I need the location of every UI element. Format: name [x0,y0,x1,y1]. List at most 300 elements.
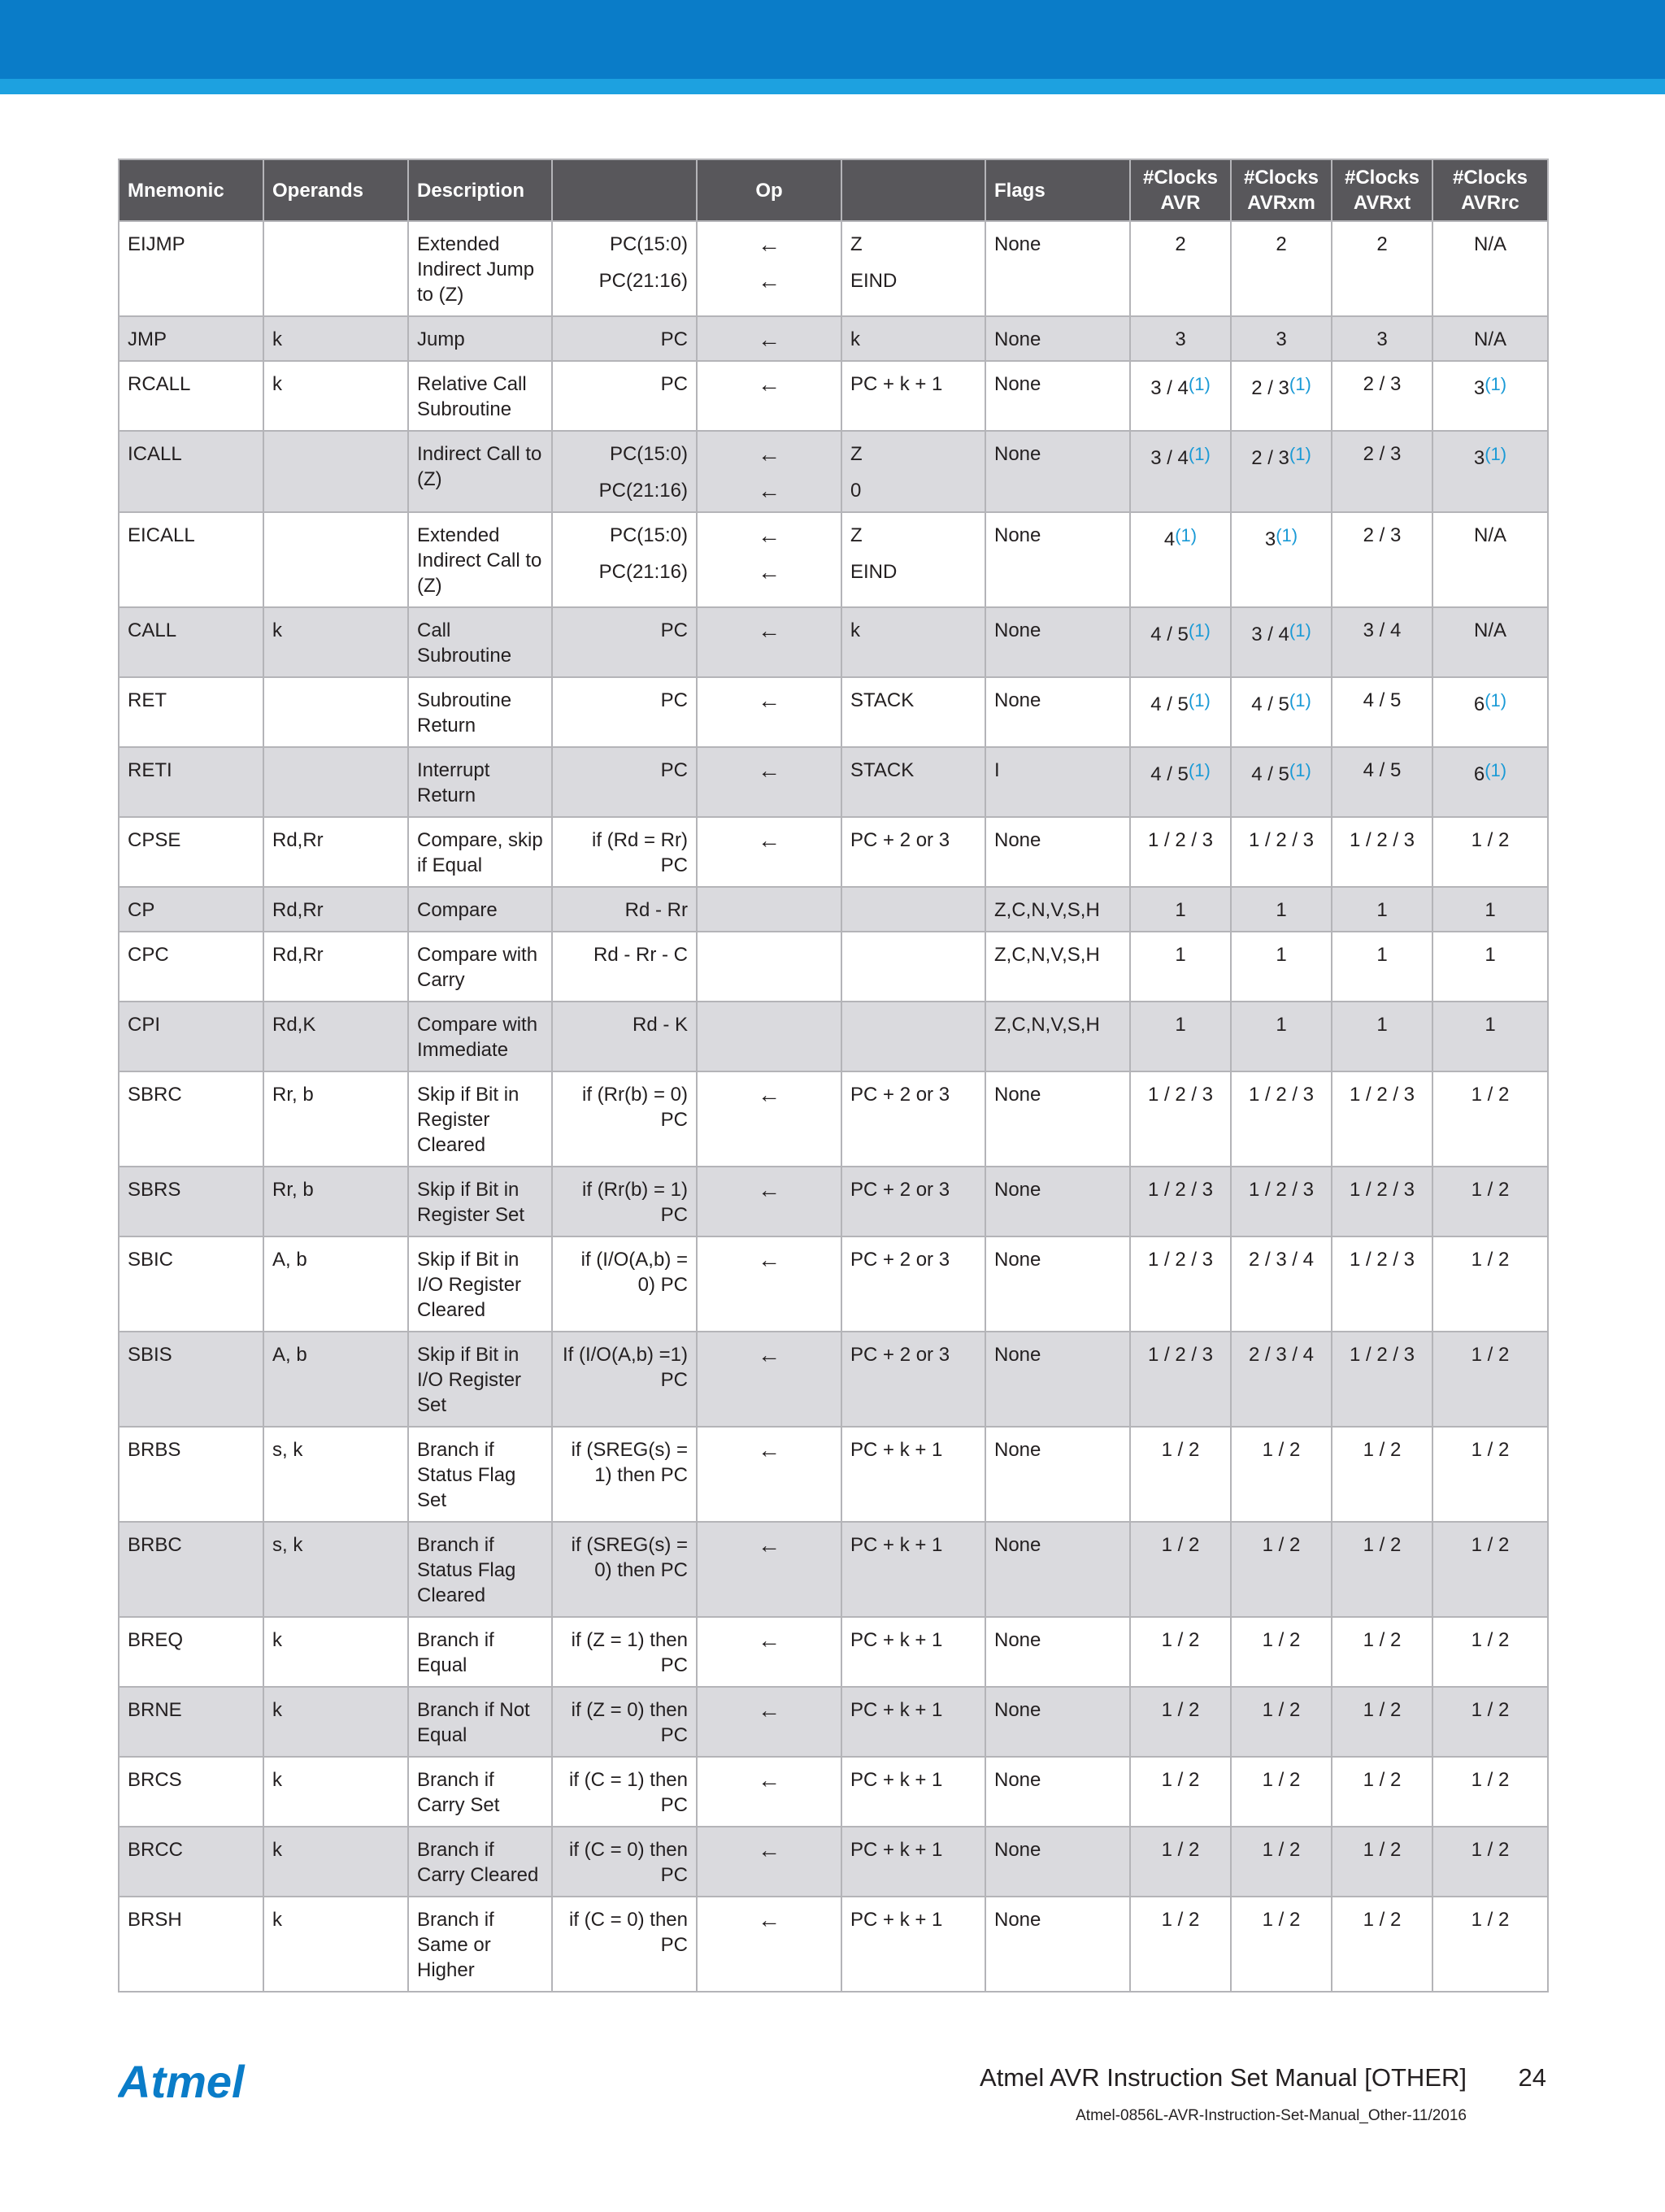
clocks-value: 1 / 2 [1262,1699,1301,1721]
footnote-ref: (1) [1289,620,1311,641]
op-dest-cell [552,887,697,932]
clocks-value: 4 / 5 [1150,624,1189,645]
clocks-cell-avrxm [1231,1071,1332,1167]
clocks-cell-avr [1130,1687,1231,1757]
op-dest-cell [552,361,697,431]
clocks-cell-avrxt [1332,221,1432,316]
clocks-value: 1 / 2 [1262,1839,1301,1861]
footnote-ref: (1) [1188,374,1211,394]
description-cell: Branch if Not Equal [408,1687,552,1757]
table-row [119,431,1548,512]
description-cell: Skip if Bit in I/O Register Cleared [408,1236,552,1332]
assign-arrow-icon: ← [758,1342,780,1367]
operands-cell [263,431,408,512]
operands-cell: Rr, b [263,1071,408,1167]
clocks-value: 1 / 2 [1363,1699,1402,1721]
clocks-value: 2 [1175,233,1186,255]
logo-wordmark: Atmel [118,2057,245,2107]
clocks-cell-avr [1130,1332,1231,1427]
clocks-cell-avrrc [1432,1002,1548,1071]
clocks-cell-avrrc [1432,1427,1548,1522]
clocks-cell-avr [1130,1617,1231,1687]
clocks-value: 3 / 4 [1363,619,1402,641]
operands-cell: A, b [263,1332,408,1427]
assign-arrow-icon: ← [758,523,780,548]
table-row [119,817,1548,887]
op-dest-cell [552,1827,697,1897]
mnemonic-cell: BRNE [119,1687,263,1757]
op-dest-cell [552,1427,697,1522]
op-arrow-cell [697,1897,841,1992]
op-src-cell [841,1757,985,1827]
clocks-cell-avrxt [1332,887,1432,932]
clocks-cell-avr [1130,1002,1231,1071]
clocks-cell-avr [1130,316,1231,361]
table-row [119,607,1548,677]
clocks-cell-avrxt [1332,607,1432,677]
op-dest-cell [552,932,697,1002]
clocks-cell-avrxt [1332,1427,1432,1522]
clocks-value: 4 / 5 [1363,689,1402,711]
op-arrow-cell [697,1827,841,1897]
table-row [119,316,1548,361]
op-dest-text: if (C = 0) then PC [568,1909,688,1956]
op-dest-cell [552,817,697,887]
clocks-cell-avrxt [1332,1827,1432,1897]
op-dest-text: PC(15:0) [609,443,688,465]
mnemonic-cell: ICALL [119,431,263,512]
clocks-value: 1 / 2 [1161,1909,1200,1931]
clocks-cell-avrxm [1231,1167,1332,1236]
op-dest-text: if (SREG(s) = 0) then PC [571,1534,688,1581]
clocks-value: 2 [1376,233,1388,255]
assign-arrow-icon: ← [758,1627,780,1653]
clocks-cell-avrxm [1231,431,1332,512]
clocks-cell-avrxm [1231,1427,1332,1522]
description-cell: Extended Indirect Call to (Z) [408,512,552,607]
op-arrow-cell [697,747,841,817]
op-arrow-cell [697,1617,841,1687]
table-row [119,221,1548,316]
flags-cell: None [985,431,1130,512]
footnote-ref: (1) [1289,374,1311,394]
description-cell: Branch if Same or Higher [408,1897,552,1992]
mnemonic-cell: BRCS [119,1757,263,1827]
op-src-text: PC + 2 or 3 [850,1179,950,1201]
mnemonic-cell: RCALL [119,361,263,431]
op-src-cell [841,887,985,932]
op-dest-cell [552,431,697,512]
operands-cell [263,221,408,316]
mnemonic-cell: CALL [119,607,263,677]
flags-cell: None [985,361,1130,431]
mnemonic-cell: SBIC [119,1236,263,1332]
clocks-value: 1 / 2 [1161,1839,1200,1861]
clocks-cell-avrxt [1332,932,1432,1002]
clocks-cell-avrrc [1432,677,1548,747]
clocks-cell-avrxt [1332,1897,1432,1992]
clocks-cell-avr [1130,932,1231,1002]
clocks-value: 1 [1376,1014,1388,1036]
clocks-cell-avrrc [1432,747,1548,817]
header-op: Op [697,159,841,221]
description-cell: Interrupt Return [408,747,552,817]
op-dest-cell [552,1897,697,1992]
op-arrow-cell [697,607,841,677]
description-cell: Branch if Equal [408,1617,552,1687]
op-arrow-cell [697,1236,841,1332]
table-row [119,1002,1548,1071]
clocks-cell-avrxt [1332,1071,1432,1167]
op-dest-cell [552,607,697,677]
op-src-text: k [850,619,860,641]
clocks-value: 1 / 2 / 3 [1248,1179,1315,1201]
page-number: 24 [1518,2063,1546,2092]
clocks-cell-avrrc [1432,316,1548,361]
op-dest-text: Rd - K [632,1014,688,1036]
table-row [119,1071,1548,1167]
table-row [119,1757,1548,1827]
header-clocks-avrrc: #Clocks AVRrc [1432,159,1548,221]
op-dest-text: if (C = 1) then PC [568,1769,688,1816]
assign-arrow-icon: ← [758,1247,780,1272]
clocks-value: 1 / 2 [1363,1839,1402,1861]
assign-arrow-icon: ← [758,1697,780,1723]
op-src-text: PC + k + 1 [850,1629,943,1651]
mnemonic-cell: CPSE [119,817,263,887]
table-row [119,1236,1548,1332]
op-src-text: k [850,328,860,350]
flags-cell: Z,C,N,V,S,H [985,1002,1130,1071]
op-dest-text: if (Z = 0) then PC [571,1699,688,1746]
clocks-cell-avrxt [1332,677,1432,747]
table-row [119,747,1548,817]
op-dest-text: Rd - Rr - C [593,944,688,966]
op-src-text: Z [850,233,863,255]
description-cell: Branch if Status Flag Cleared [408,1522,552,1617]
clocks-value: 3 [1276,328,1287,350]
table-header-row [119,159,1548,221]
clocks-value: 1 / 2 [1161,1629,1200,1651]
mnemonic-cell: BRCC [119,1827,263,1897]
clocks-value: N/A [1473,619,1506,641]
footnote-ref: (1) [1289,444,1311,464]
mnemonic-cell: BRBS [119,1427,263,1522]
flags-cell: None [985,1617,1130,1687]
op-arrow-cell [697,1332,841,1427]
op-dest-cell [552,1332,697,1427]
op-dest-cell [552,1071,697,1167]
header-operands: Operands [263,159,408,221]
op-src-cell [841,431,985,512]
clocks-value: 1 [1175,1014,1186,1036]
clocks-cell-avrrc [1432,887,1548,932]
op-src-text: PC + 2 or 3 [850,829,950,851]
clocks-cell-avrxt [1332,361,1432,431]
footnote-ref: (1) [1485,374,1507,394]
op-src-text: PC + 2 or 3 [850,1344,950,1366]
op-arrow-cell [697,817,841,887]
clocks-cell-avrrc [1432,1167,1548,1236]
assign-arrow-icon: ← [758,1177,780,1202]
instruction-table [118,159,1549,1993]
assign-arrow-icon: ← [758,372,780,397]
clocks-cell-avrxm [1231,1687,1332,1757]
clocks-cell-avr [1130,677,1231,747]
description-cell: Branch if Carry Set [408,1757,552,1827]
op-src-text: Z [850,443,863,465]
table-row [119,932,1548,1002]
clocks-value: 1 [1376,899,1388,921]
clocks-value: 1 / 2 / 3 [1349,1249,1415,1271]
clocks-value: 3 [1473,377,1485,399]
assign-arrow-icon: ← [758,758,780,783]
header-flags: Flags [985,159,1130,221]
op-arrow-cell [697,316,841,361]
mnemonic-cell: SBRC [119,1071,263,1167]
op-src-cell [841,1427,985,1522]
flags-cell: None [985,607,1130,677]
table-row [119,1522,1548,1617]
clocks-value: 4 [1163,528,1176,550]
assign-arrow-icon: ← [758,1437,780,1462]
mnemonic-cell: EICALL [119,512,263,607]
clocks-cell-avrxm [1231,1827,1332,1897]
clocks-value: 1 / 2 [1363,1439,1402,1461]
footnote-ref: (1) [1188,444,1211,464]
clocks-cell-avrxm [1231,1332,1332,1427]
clocks-value: 2 [1276,233,1287,255]
flags-cell: None [985,1522,1130,1617]
clocks-cell-avrxt [1332,817,1432,887]
op-dest-text: if (SREG(s) = 1) then PC [571,1439,688,1486]
op-dest-text: If (I/O(A,b) =1) PC [562,1344,688,1391]
clocks-value: 2 / 3 [1363,373,1402,395]
op-src-text: PC + k + 1 [850,1769,943,1791]
clocks-value: 1 / 2 / 3 [1349,1179,1415,1201]
clocks-cell-avrrc [1432,1827,1548,1897]
op-src-text: PC + k + 1 [850,1699,943,1721]
clocks-cell-avrxm [1231,932,1332,1002]
op-arrow-cell [697,361,841,431]
clocks-cell-avrxm [1231,316,1332,361]
op-dest-cell [552,1167,697,1236]
footnote-ref: (1) [1289,760,1311,780]
clocks-cell-avr [1130,221,1231,316]
clocks-value: 1 / 2 [1363,1534,1402,1556]
table-row [119,677,1548,747]
clocks-cell-avr [1130,1897,1231,1992]
clocks-cell-avrxt [1332,431,1432,512]
clocks-value: 1 / 2 [1262,1534,1301,1556]
clocks-value: 1 [1276,1014,1287,1036]
flags-cell: Z,C,N,V,S,H [985,887,1130,932]
op-dest-cell [552,1522,697,1617]
operands-cell [263,747,408,817]
footnote-ref: (1) [1188,690,1211,711]
description-cell: Compare with Immediate [408,1002,552,1071]
clocks-value: 2 / 3 / 4 [1248,1344,1315,1366]
footnote-ref: (1) [1485,690,1507,711]
assign-arrow-icon: ← [758,441,780,467]
clocks-value: N/A [1473,524,1506,546]
op-dest-cell [552,316,697,361]
flags-cell: None [985,221,1130,316]
description-cell: Compare, skip if Equal [408,817,552,887]
clocks-cell-avr [1130,1071,1231,1167]
clocks-value: N/A [1473,328,1506,350]
clocks-value: 1 / 2 / 3 [1349,829,1415,851]
clocks-value: 1 / 2 [1471,1084,1510,1106]
clocks-value: 1 / 2 / 3 [1147,1344,1214,1366]
assign-arrow-icon: ← [758,1532,780,1558]
clocks-value: 1 / 2 / 3 [1147,1179,1214,1201]
op-src-cell [841,1617,985,1687]
op-dest-text: PC [660,328,688,350]
clocks-cell-avrxt [1332,512,1432,607]
mnemonic-cell: JMP [119,316,263,361]
description-cell: Extended Indirect Jump to (Z) [408,221,552,316]
op-src-text: STACK [850,689,915,711]
clocks-value: 1 / 2 / 3 [1147,1249,1214,1271]
operands-cell: k [263,1617,408,1687]
op-arrow-cell [697,431,841,512]
op-src-text: PC + k + 1 [850,373,943,395]
clocks-value: 3 [1473,447,1485,469]
op-src-cell [841,361,985,431]
clocks-cell-avrxt [1332,1167,1432,1236]
op-dest-text: PC [660,689,688,711]
clocks-cell-avr [1130,747,1231,817]
footer-title: Atmel AVR Instruction Set Manual [OTHER] [980,2063,1467,2092]
clocks-value: 4 / 5 [1363,759,1402,781]
mnemonic-cell: RETI [119,747,263,817]
op-src-cell [841,1236,985,1332]
description-cell: Relative Call Subroutine [408,361,552,431]
mnemonic-cell: BRBC [119,1522,263,1617]
op-src-cell [841,817,985,887]
clocks-cell-avr [1130,1167,1231,1236]
footnote-ref: (1) [1175,525,1198,545]
mnemonic-cell: BREQ [119,1617,263,1687]
clocks-value: 1 / 2 [1471,1179,1510,1201]
op-dest-text: if (Rr(b) = 0) PC [581,1084,688,1131]
clocks-cell-avrrc [1432,932,1548,1002]
op-arrow-cell [697,1427,841,1522]
clocks-value: 3 / 4 [1150,377,1189,399]
op-arrow-cell [697,1002,841,1071]
clocks-value: 1 / 2 [1161,1769,1200,1791]
op-src-text: PC + k + 1 [850,1909,943,1931]
clocks-cell-avrxm [1231,512,1332,607]
clocks-value: 3 [1376,328,1388,350]
clocks-value: 1 / 2 / 3 [1349,1084,1415,1106]
op-src-cell [841,1687,985,1757]
op-src-text: Z [850,524,863,546]
clocks-value: 6 [1473,763,1485,785]
clocks-cell-avr [1130,361,1231,431]
mnemonic-cell: SBRS [119,1167,263,1236]
header-mnemonic: Mnemonic [119,159,263,221]
clocks-cell-avrrc [1432,607,1548,677]
op-src-text: PC + 2 or 3 [850,1084,950,1106]
footnote-ref: (1) [1485,444,1507,464]
clocks-value: 4 / 5 [1251,763,1289,785]
table-row [119,512,1548,607]
op-dest-cell [552,512,697,607]
table-row [119,361,1548,431]
table-row [119,1332,1548,1427]
clocks-cell-avrrc [1432,512,1548,607]
clocks-cell-avrxm [1231,607,1332,677]
clocks-value: 2 / 3 [1251,377,1289,399]
atmel-logo [118,2057,280,2107]
op-dest-text: PC(21:16) [598,561,688,583]
description-cell: Call Subroutine [408,607,552,677]
operands-cell: k [263,1897,408,1992]
assign-arrow-icon: ← [758,327,780,352]
flags-cell: I [985,747,1130,817]
clocks-cell-avrrc [1432,1897,1548,1992]
clocks-value: 1 [1175,899,1186,921]
clocks-cell-avrxm [1231,817,1332,887]
clocks-value: 1 / 2 [1161,1699,1200,1721]
op-dest-cell [552,1236,697,1332]
op-src-cell [841,1332,985,1427]
op-src-cell [841,1522,985,1617]
op-dest-text: if (I/O(A,b) = 0) PC [580,1249,688,1296]
clocks-cell-avrxm [1231,747,1332,817]
operands-cell [263,512,408,607]
clocks-cell-avrxt [1332,1002,1432,1071]
op-arrow-cell [697,221,841,316]
op-src-text: EIND [850,270,898,292]
clocks-cell-avr [1130,607,1231,677]
clocks-value: 1 / 2 / 3 [1147,829,1214,851]
header-clocks-avr: #Clocks AVR [1130,159,1231,221]
clocks-value: 1 / 2 [1262,1909,1301,1931]
op-dest-text: PC(15:0) [609,524,688,546]
clocks-value: 1 / 2 [1471,829,1510,851]
clocks-value: 2 / 3 [1363,443,1402,465]
clocks-cell-avr [1130,1236,1231,1332]
flags-cell: Z,C,N,V,S,H [985,932,1130,1002]
flags-cell: None [985,1897,1130,1992]
table-row [119,1827,1548,1897]
header-op-dest [552,159,697,221]
op-arrow-cell [697,677,841,747]
clocks-value: 1 / 2 [1471,1344,1510,1366]
assign-arrow-icon: ← [758,1837,780,1862]
op-dest-text: PC(21:16) [598,480,688,502]
op-dest-text: if (Rr(b) = 1) PC [581,1179,688,1226]
clocks-value: 1 / 2 [1471,1909,1510,1931]
clocks-cell-avrrc [1432,1236,1548,1332]
operands-cell: k [263,1827,408,1897]
clocks-value: 1 [1485,1014,1496,1036]
description-cell: Branch if Carry Cleared [408,1827,552,1897]
operands-cell: k [263,316,408,361]
op-src-text: PC + k + 1 [850,1439,943,1461]
clocks-cell-avrrc [1432,431,1548,512]
clocks-cell-avrxt [1332,316,1432,361]
op-dest-cell [552,1002,697,1071]
mnemonic-cell: CPI [119,1002,263,1071]
operands-cell: k [263,361,408,431]
assign-arrow-icon: ← [758,1907,780,1932]
operands-cell: k [263,1757,408,1827]
operands-cell: Rd,K [263,1002,408,1071]
